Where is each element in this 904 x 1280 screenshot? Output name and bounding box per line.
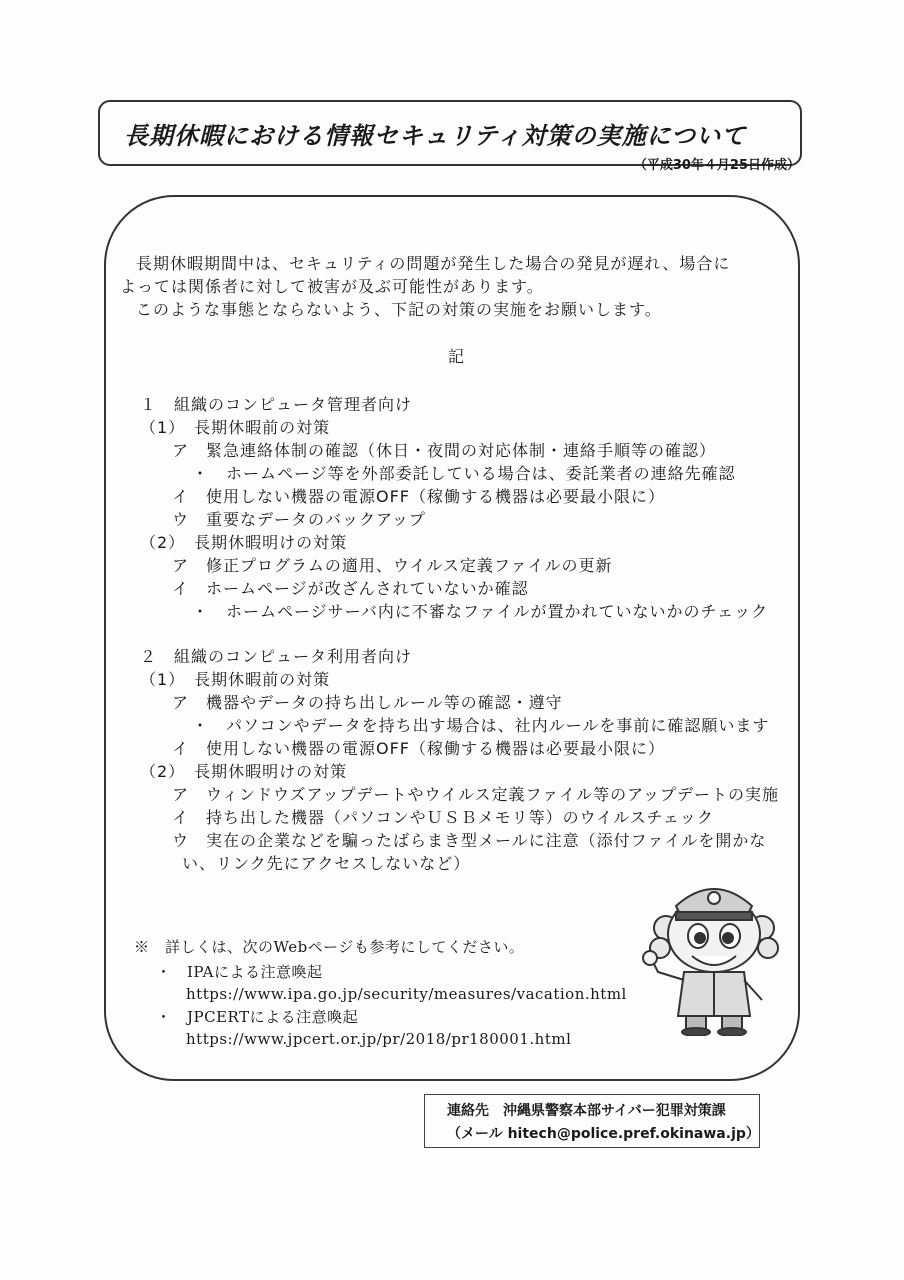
notes-lead: ※ 詳しくは、次のWebページも参考にしてください。 [134, 938, 525, 956]
section1-post-item-i-bullet: ・ ホームページサーバ内に不審なファイルが置かれていないかのチェック [192, 602, 769, 621]
section2-post-item-i: イ 持ち出した機器（パソコンやＵＳＢメモリ等）のウイルスチェック [172, 808, 714, 827]
page-title: 長期休暇における情報セキュリティ対策の実施について [124, 122, 747, 150]
contact-line-1: 連絡先 沖縄県警察本部サイバー犯罪対策課 [447, 1103, 726, 1119]
section2-post-item-u-cont: い、リンク先にアクセスしないなど） [182, 854, 471, 873]
police-shisa-mascot-icon [636, 876, 792, 1036]
intro-paragraph [110, 252, 770, 321]
section1-item-i: イ 使用しない機器の電源OFF（稼働する機器は必要最小限に） [172, 487, 666, 506]
section1-pre-heading: （1） 長期休暇前の対策 [140, 418, 331, 437]
intro-line-1: 長期休暇期間中は、セキュリティの問題が発生した場合の発見が遅れ、場合に [136, 254, 731, 273]
section2-post-heading: （2） 長期休暇明けの対策 [140, 762, 348, 781]
ki-heading: 記 [448, 347, 465, 366]
contact-box [424, 1094, 760, 1148]
section2-post-item-u: ウ 実在の企業などを騙ったばらまき型メールに注意（添付ファイルを開かな [172, 831, 767, 850]
section2-pre-heading: （1） 長期休暇前の対策 [140, 670, 331, 689]
section2-post-item-a: ア ウィンドウズアップデートやウイルス定義ファイル等のアップデートの実施 [172, 785, 780, 804]
contact-email[interactable]: （メール hitech@police.pref.okinawa.jp） [447, 1126, 760, 1142]
section2-heading: ２ 組織のコンピュータ利用者向け [140, 647, 413, 666]
section1-item-u: ウ 重要なデータのバックアップ [172, 510, 426, 529]
jpcert-url-link[interactable]: https://www.jpcert.or.jp/pr/2018/pr180001.html [186, 1030, 572, 1048]
section1-heading: １ 組織のコンピュータ管理者向け [140, 395, 413, 414]
section2-item-a: ア 機器やデータの持ち出しルール等の確認・遵守 [172, 693, 563, 712]
section1-post-item-a: ア 修正プログラムの適用、ウイルス定義ファイルの更新 [172, 556, 613, 575]
section1-item-a-bullet: ・ ホームページ等を外部委託している場合は、委託業者の連絡先確認 [192, 464, 736, 483]
section1-item-a: ア 緊急連絡体制の確認（休日・夜間の対応体制・連絡手順等の確認） [172, 441, 717, 460]
section2-item-i: イ 使用しない機器の電源OFF（稼働する機器は必要最小限に） [172, 739, 666, 758]
ipa-label: ・ IPAによる注意喚起 [156, 963, 323, 981]
jpcert-label: ・ JPCERTによる注意喚起 [156, 1008, 359, 1026]
section1-post-heading: （2） 長期休暇明けの対策 [140, 533, 348, 552]
section2-item-a-bullet: ・ パソコンやデータを持ち出す場合は、社内ルールを事前に確認願います [192, 716, 770, 735]
intro-line-3: このような事態とならないよう、下記の対策の実施をお願いします。 [136, 300, 662, 319]
section1-post-item-i: イ ホームページが改ざんされていないか確認 [172, 579, 529, 598]
creation-date: （平成30年４月25日作成） [633, 158, 800, 173]
intro-line-2: よっては関係者に対して被害が及ぶ可能性があります。 [120, 277, 544, 296]
ipa-url-link[interactable]: https://www.ipa.go.jp/security/measures/vacation.html [186, 985, 627, 1003]
